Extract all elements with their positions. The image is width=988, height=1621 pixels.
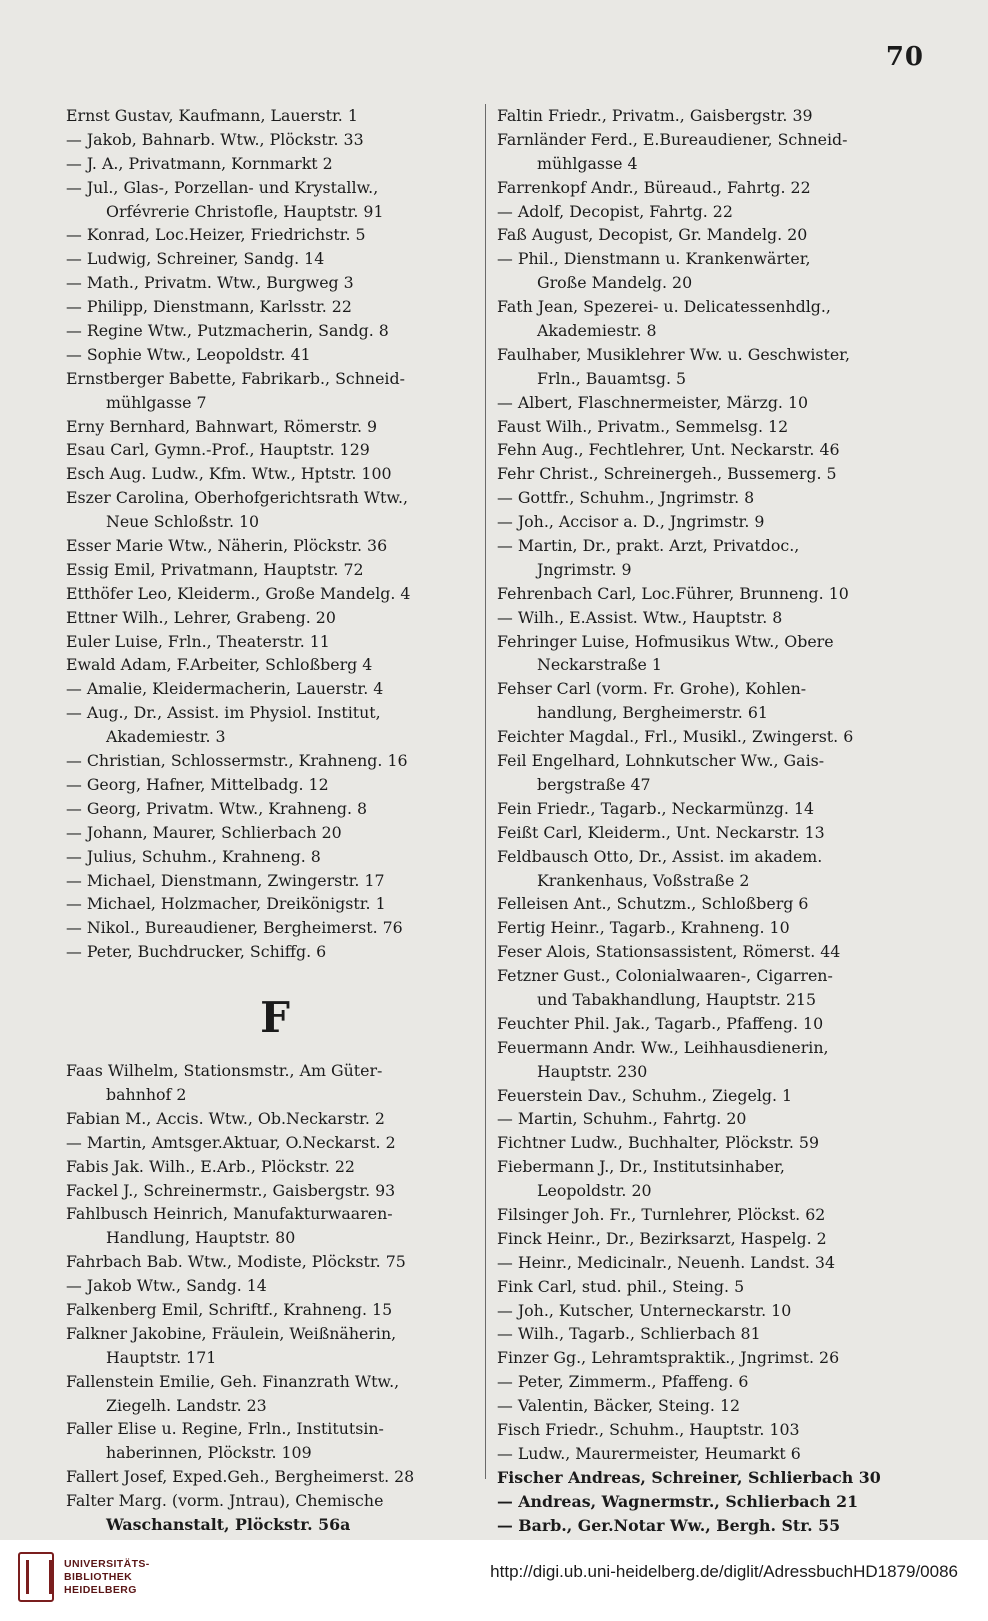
directory-entry-line: — Philipp, Dienstmann, Karlsstr. 22	[66, 297, 352, 317]
directory-entry-line: Fiebermann J., Dr., Institutsinhaber,	[497, 1157, 785, 1177]
directory-entry-line: Fink Carl, stud. phil., Steing. 5	[497, 1276, 745, 1296]
directory-entry-line: — Amalie, Kleidermacherin, Lauerstr. 4	[66, 679, 384, 699]
directory-entry-line: — Adolf, Decopist, Fahrtg. 22	[497, 201, 733, 221]
directory-entry-line: Feißt Carl, Kleiderm., Unt. Neckarstr. 13	[497, 822, 825, 842]
directory-entry-line: — Johann, Maurer, Schlierbach 20	[66, 822, 342, 842]
directory-entry-line: — Albert, Flaschnermeister, Märzg. 10	[497, 392, 809, 412]
directory-entry-line: Hauptstr. 230	[537, 1061, 648, 1081]
directory-entry-line: Felleisen Ant., Schutzm., Schloßberg 6	[497, 894, 809, 914]
directory-entry-line: Falkenberg Emil, Schriftf., Krahneng. 15	[66, 1299, 393, 1319]
directory-entry-line: Feser Alois, Stationsassistent, Römerst. 44	[497, 942, 841, 962]
directory-entry-line: Ettner Wilh., Lehrer, Grabeng. 20	[66, 607, 336, 627]
directory-entry-line: Jngrimstr. 9	[537, 559, 632, 579]
directory-entry-line: — Joh., Kutscher, Unterneckarstr. 10	[497, 1300, 792, 1320]
directory-entry-line: — Joh., Accisor a. D., Jngrimstr. 9	[497, 512, 765, 532]
directory-entry-line: Akademiestr. 3	[106, 727, 226, 747]
directory-entry-line: — Martin, Dr., prakt. Arzt, Privatdoc.,	[497, 536, 800, 556]
directory-entry-line: Feil Engelhard, Lohnkutscher Ww., Gais-	[497, 751, 825, 771]
directory-entry-line: Fahlbusch Heinrich, Manufakturwaaren-	[66, 1204, 393, 1224]
directory-entry-line: und Tabakhandlung, Hauptstr. 215	[537, 989, 817, 1009]
directory-entry-line: — Michael, Dienstmann, Zwingerstr. 17	[66, 870, 385, 890]
directory-entry-line: — Georg, Hafner, Mittelbadg. 12	[66, 774, 329, 794]
directory-entry-line: Große Mandelg. 20	[537, 273, 693, 293]
directory-entry-line: Feichter Magdal., Frl., Musikl., Zwingerst. 6	[497, 727, 854, 747]
directory-entry-line: Fehrenbach Carl, Loc.Führer, Brunneng. 10	[497, 583, 849, 603]
directory-entry-line: — Georg, Privatm. Wtw., Krahneng. 8	[66, 798, 368, 818]
directory-entry-line: Fetzner Gust., Colonialwaaren-, Cigarren-	[497, 966, 833, 986]
directory-entry-line: — Ludw., Maurermeister, Heumarkt 6	[497, 1443, 801, 1463]
directory-entry-line: — Sophie Wtw., Leopoldstr. 41	[66, 344, 311, 364]
directory-entry-line: Faller Elise u. Regine, Frln., Institutsin-	[66, 1419, 384, 1439]
directory-entry-line: — Martin, Schuhm., Fahrtg. 20	[497, 1109, 747, 1129]
library-logo[interactable]	[18, 1552, 150, 1602]
directory-entry-line: — Julius, Schuhm., Krahneng. 8	[66, 846, 321, 866]
section-letter-heading: F	[260, 993, 290, 1043]
directory-entry-line: Neue Schloßstr. 10	[106, 512, 260, 532]
directory-entry-line: Erny Bernhard, Bahnwart, Römerstr. 9	[66, 416, 378, 436]
left-column	[66, 104, 484, 1537]
directory-entry-line: Farnländer Ferd., E.Bureaudiener, Schneid-	[497, 129, 848, 149]
directory-entry-line: — J. A., Privatmann, Kornmarkt 2	[66, 153, 333, 173]
directory-entry-line: Finzer Gg., Lehramtspraktik., Jngrimst. 26	[497, 1348, 840, 1368]
directory-entry-line: bergstraße 47	[537, 774, 651, 794]
directory-entry-line: — Jul., Glas-, Porzellan- und Krystallw.,	[66, 177, 379, 197]
directory-entry-line: Falkner Jakobine, Fräulein, Weißnäherin,	[66, 1323, 397, 1343]
directory-entry-line: Esch Aug. Ludw., Kfm. Wtw., Hptstr. 100	[66, 464, 392, 484]
directory-entry-line: — Andreas, Wagnermstr., Schlierbach 21	[497, 1491, 859, 1511]
source-url-link[interactable]: http://digi.ub.uni-heidelberg.de/diglit/AdressbuchHD1879/0086	[490, 1562, 958, 1581]
directory-entry-line: — Konrad, Loc.Heizer, Friedrichstr. 5	[66, 225, 366, 245]
directory-entry-line: Feuermann Andr. Ww., Leihhausdienerin,	[497, 1037, 829, 1057]
directory-entry-line: Fallert Josef, Exped.Geh., Bergheimerst. 28	[66, 1467, 415, 1487]
directory-entry-line: Fabian M., Accis. Wtw., Ob.Neckarstr. 2	[66, 1108, 385, 1128]
directory-entry-line: Essig Emil, Privatmann, Hauptstr. 72	[66, 559, 364, 579]
directory-entry-line: — Christian, Schlossermstr., Krahneng. 16	[66, 751, 408, 771]
directory-entry-line: Fein Friedr., Tagarb., Neckarmünzg. 14	[497, 798, 815, 818]
directory-entry-line: Fertig Heinr., Tagarb., Krahneng. 10	[497, 918, 790, 938]
directory-entry-line: — Wilh., E.Assist. Wtw., Hauptstr. 8	[497, 607, 783, 627]
directory-entry-line: Faulhaber, Musiklehrer Ww. u. Geschwister,	[497, 344, 851, 364]
directory-entry-line: Feuerstein Dav., Schuhm., Ziegelg. 1	[497, 1085, 793, 1105]
directory-entry-line: — Ludwig, Schreiner, Sandg. 14	[66, 249, 325, 269]
directory-entry-line: Orfévrerie Christofle, Hauptstr. 91	[106, 201, 384, 221]
directory-entry-line: Etthöfer Leo, Kleiderm., Große Mandelg. 4	[66, 583, 411, 603]
right-column	[497, 104, 915, 1537]
directory-entry-line: Handlung, Hauptstr. 80	[106, 1228, 296, 1248]
directory-entry-line: — Jakob, Bahnarb. Wtw., Plöckstr. 33	[66, 129, 364, 149]
directory-entry-line: Ziegelh. Landstr. 23	[106, 1395, 267, 1415]
directory-entry-line: — Barb., Ger.Notar Ww., Bergh. Str. 55	[497, 1515, 841, 1535]
directory-entry-line: mühlgasse 7	[106, 392, 207, 412]
directory-entry-line: haberinnen, Plöckstr. 109	[106, 1443, 312, 1463]
directory-entry-line: Finck Heinr., Dr., Bezirksarzt, Haspelg. 2	[497, 1228, 827, 1248]
directory-entry-line: Esau Carl, Gymn.-Prof., Hauptstr. 129	[66, 440, 370, 460]
directory-entry-line: Ewald Adam, F.Arbeiter, Schloßberg 4	[66, 655, 373, 675]
directory-entry-line: Fehn Aug., Fechtlehrer, Unt. Neckarstr. 46	[497, 440, 840, 460]
directory-entry-line: — Aug., Dr., Assist. im Physiol. Institut,	[66, 703, 381, 723]
directory-entry-line: Akademiestr. 8	[537, 321, 657, 341]
library-logo-text	[64, 1558, 150, 1597]
directory-entry-line: — Martin, Amtsger.Aktuar, O.Neckarst. 2	[66, 1132, 396, 1152]
footer-bar	[0, 1540, 988, 1621]
directory-entry-line: Eszer Carolina, Oberhofgerichtsrath Wtw.,	[66, 488, 409, 508]
logo-line-2: BIBLIOTHEK	[64, 1570, 133, 1583]
directory-entry-line: Krankenhaus, Voßstraße 2	[537, 870, 750, 890]
directory-entry-line: — Gottfr., Schuhm., Jngrimstr. 8	[497, 488, 755, 508]
directory-entry-line: — Jakob Wtw., Sandg. 14	[66, 1276, 267, 1296]
directory-entry-line: Fahrbach Bab. Wtw., Modiste, Plöckstr. 75	[66, 1252, 406, 1272]
directory-entry-line: Fichtner Ludw., Buchhalter, Plöckstr. 59	[497, 1133, 819, 1153]
directory-entry-line: Frln., Bauamtsg. 5	[537, 368, 687, 388]
directory-entry-line: Faltin Friedr., Privatm., Gaisbergstr. 39	[497, 106, 813, 125]
directory-entry-line: — Valentin, Bäcker, Steing. 12	[497, 1396, 741, 1416]
directory-entry-line: Fehser Carl (vorm. Fr. Grohe), Kohlen-	[497, 679, 807, 699]
directory-entry-line: Fabis Jak. Wilh., E.Arb., Plöckstr. 22	[66, 1156, 355, 1176]
directory-entry-line: Fehringer Luise, Hofmusikus Wtw., Obere	[497, 631, 834, 651]
directory-entry-line: Faust Wilh., Privatm., Semmelsg. 12	[497, 416, 789, 436]
directory-entry-line: Feuchter Phil. Jak., Tagarb., Pfaffeng. 10	[497, 1013, 824, 1033]
directory-entry-line: Leopoldstr. 20	[537, 1181, 652, 1201]
directory-entry-line: mühlgasse 4	[537, 153, 638, 173]
directory-entry-line: Faas Wilhelm, Stationsmstr., Am Güter-	[66, 1061, 383, 1081]
directory-entry-line: — Peter, Zimmerm., Pfaffeng. 6	[497, 1372, 749, 1392]
directory-entry-line: Fisch Friedr., Schuhm., Hauptstr. 103	[497, 1419, 800, 1439]
directory-entry-line: Ernst Gustav, Kaufmann, Lauerstr. 1	[66, 106, 358, 125]
directory-entry-line: bahnhof 2	[106, 1084, 187, 1104]
logo-line-1: UNIVERSITÄTS-	[64, 1557, 150, 1570]
directory-entry-line: Ernstberger Babette, Fabrikarb., Schneid-	[66, 368, 405, 388]
library-seal-icon	[18, 1552, 54, 1602]
directory-entry-line: — Michael, Holzmacher, Dreikönigstr. 1	[66, 894, 386, 914]
directory-entry-line: Farrenkopf Andr., Büreaud., Fahrtg. 22	[497, 177, 811, 197]
directory-entry-line: Fallenstein Emilie, Geh. Finanzrath Wtw.,	[66, 1371, 400, 1391]
directory-entry-line: Waschanstalt, Plöckstr. 56a	[106, 1514, 351, 1534]
page-number: 70	[885, 42, 924, 72]
directory-entry-line: — Phil., Dienstmann u. Krankenwärter,	[497, 249, 811, 269]
directory-entry-line: Fackel J., Schreinermstr., Gaisbergstr. 93	[66, 1180, 396, 1200]
directory-entry-line: Neckarstraße 1	[537, 655, 662, 675]
directory-entry-line: Esser Marie Wtw., Näherin, Plöckstr. 36	[66, 536, 388, 556]
directory-entry-line: Euler Luise, Frln., Theaterstr. 11	[66, 631, 330, 651]
directory-entry-line: Fischer Andreas, Schreiner, Schlierbach 30	[497, 1467, 881, 1487]
directory-entry-line: Faß August, Decopist, Gr. Mandelg. 20	[497, 225, 808, 245]
directory-entry-line: Fehr Christ., Schreinergeh., Bussemerg. 5	[497, 464, 837, 484]
directory-entry-line: Filsinger Joh. Fr., Turnlehrer, Plöckst. 62	[497, 1204, 826, 1224]
directory-entry-line: — Math., Privatm. Wtw., Burgweg 3	[66, 273, 354, 293]
directory-entry-line: Feldbausch Otto, Dr., Assist. im akadem.	[497, 846, 823, 866]
directory-entry-line: — Peter, Buchdrucker, Schiffg. 6	[66, 942, 327, 962]
directory-entry-line: handlung, Bergheimerstr. 61	[537, 703, 768, 723]
directory-entry-line: — Wilh., Tagarb., Schlierbach 81	[497, 1324, 761, 1344]
directory-entry-line: Hauptstr. 171	[106, 1347, 217, 1367]
directory-entry-line: — Regine Wtw., Putzmacherin, Sandg. 8	[66, 321, 389, 341]
directory-entry-line: Fath Jean, Spezerei- u. Delicatessenhdlg.,	[497, 297, 831, 317]
directory-entry-line: — Nikol., Bureaudiener, Bergheimerst. 76	[66, 918, 403, 938]
logo-line-3: HEIDELBERG	[64, 1583, 137, 1596]
column-divider	[485, 104, 486, 1479]
directory-entry-line: — Heinr., Medicinalr., Neuenh. Landst. 34	[497, 1252, 836, 1272]
directory-entry-line: Falter Marg. (vorm. Jntrau), Chemische	[66, 1491, 384, 1511]
